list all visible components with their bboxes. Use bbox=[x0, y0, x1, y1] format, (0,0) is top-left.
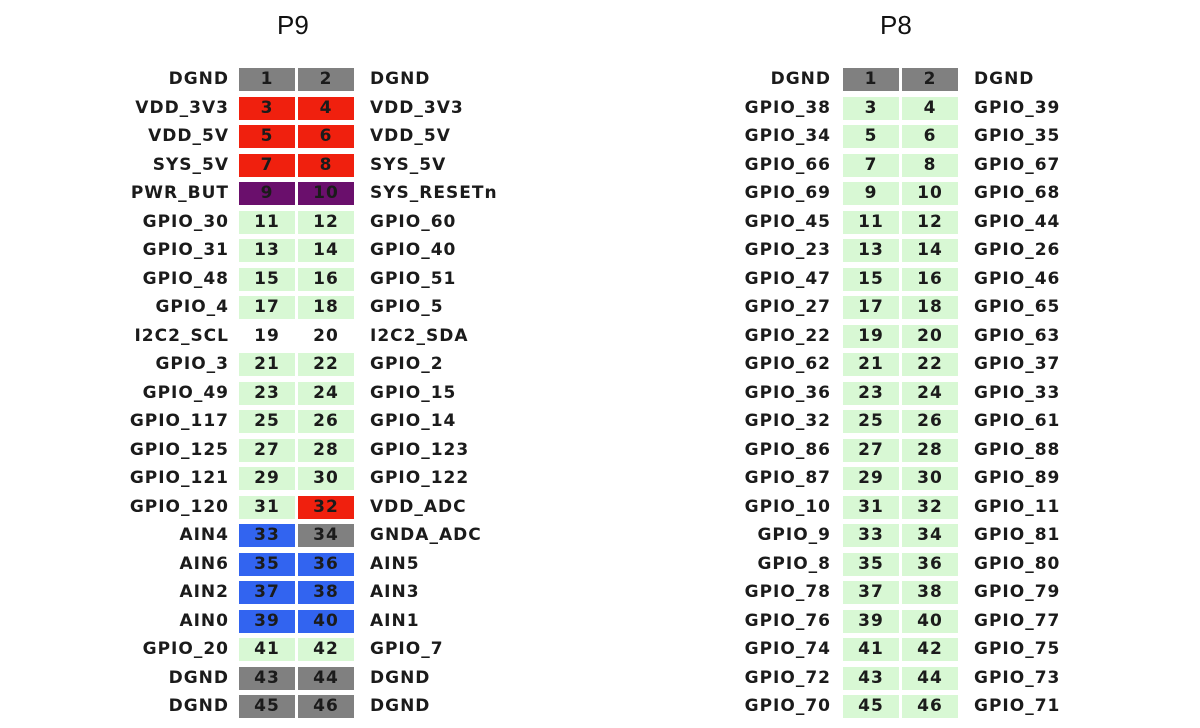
pin-signal-right: DGND bbox=[974, 69, 1035, 89]
pin-number-odd: 5 bbox=[239, 125, 295, 148]
pin-number-odd: 5 bbox=[843, 125, 899, 148]
pin-signal-left: DGND bbox=[168, 69, 229, 89]
pin-number-even: 28 bbox=[298, 439, 354, 462]
pin-number-odd: 1 bbox=[239, 68, 295, 91]
pin-signal-right: GPIO_46 bbox=[974, 268, 1061, 289]
pin-number-odd: 27 bbox=[239, 439, 295, 462]
pin-signal-right: GPIO_63 bbox=[974, 325, 1061, 346]
pin-signal-left: GPIO_78 bbox=[744, 582, 831, 602]
pin-signal-right: AIN1 bbox=[370, 610, 420, 631]
pin-number-even: 34 bbox=[298, 524, 354, 547]
pin-signal-left: GPIO_121 bbox=[129, 468, 229, 488]
pin-signal-right: GPIO_44 bbox=[974, 211, 1061, 232]
pin-number-odd: 37 bbox=[843, 581, 899, 604]
pin-number-odd: 9 bbox=[843, 182, 899, 205]
pin-signal-right: AIN3 bbox=[370, 582, 420, 602]
pin-signal-left: GPIO_62 bbox=[744, 354, 831, 374]
pin-number-odd: 19 bbox=[254, 325, 280, 346]
pin-number-even: 22 bbox=[298, 353, 354, 376]
pin-number-even: 20 bbox=[902, 325, 958, 348]
pin-signal-left: GPIO_48 bbox=[142, 268, 229, 289]
pin-signal-left: GPIO_45 bbox=[744, 211, 831, 232]
pin-number-even: 18 bbox=[902, 296, 958, 319]
pin-signal-right: SYS_5V bbox=[370, 154, 447, 175]
pin-signal-left: GPIO_120 bbox=[129, 496, 229, 517]
pin-signal-left: GPIO_36 bbox=[744, 382, 831, 403]
pin-number-even: 34 bbox=[902, 524, 958, 547]
pin-number-even: 16 bbox=[902, 268, 958, 291]
pin-number-odd: 7 bbox=[843, 154, 899, 177]
pin-signal-right: GPIO_40 bbox=[370, 240, 457, 260]
pin-signal-left: AIN0 bbox=[179, 610, 229, 631]
pin-signal-left: GPIO_69 bbox=[744, 183, 831, 203]
pin-signal-right: VDD_ADC bbox=[370, 496, 467, 517]
pin-signal-right: GNDA_ADC bbox=[370, 525, 482, 545]
pin-number-even: 10 bbox=[298, 182, 354, 205]
pin-signal-right: GPIO_73 bbox=[974, 667, 1061, 688]
pin-number-even: 8 bbox=[298, 154, 354, 177]
pin-number-even: 22 bbox=[902, 353, 958, 376]
pin-signal-left: VDD_3V3 bbox=[135, 97, 229, 118]
pin-number-odd: 33 bbox=[843, 524, 899, 547]
pin-number-odd: 13 bbox=[843, 239, 899, 262]
pin-number-even: 30 bbox=[298, 467, 354, 490]
pin-number-even: 2 bbox=[298, 68, 354, 91]
pin-signal-right: GPIO_75 bbox=[974, 639, 1061, 659]
pin-signal-left: SYS_5V bbox=[152, 154, 229, 175]
pin-number-odd: 7 bbox=[239, 154, 295, 177]
pin-number-even: 2 bbox=[902, 68, 958, 91]
pin-signal-left: GPIO_22 bbox=[744, 325, 831, 346]
pin-signal-right: GPIO_2 bbox=[370, 354, 444, 374]
pin-signal-right: GPIO_33 bbox=[974, 382, 1061, 403]
pin-number-odd: 17 bbox=[239, 296, 295, 319]
pin-number-even: 24 bbox=[902, 382, 958, 405]
pin-number-even: 14 bbox=[902, 239, 958, 262]
pin-signal-left: GPIO_23 bbox=[744, 240, 831, 260]
pin-number-odd: 35 bbox=[843, 553, 899, 576]
pin-number-odd: 13 bbox=[239, 239, 295, 262]
header-p8-title: P8 bbox=[880, 10, 912, 40]
pin-number-odd: 15 bbox=[239, 268, 295, 291]
pin-signal-left: GPIO_38 bbox=[744, 97, 831, 118]
pin-signal-right: GPIO_15 bbox=[370, 382, 457, 403]
pin-signal-left: GPIO_9 bbox=[757, 525, 831, 545]
pin-signal-right: GPIO_14 bbox=[370, 411, 457, 431]
pin-number-even: 36 bbox=[902, 553, 958, 576]
pin-number-even: 32 bbox=[298, 496, 354, 519]
pin-number-even: 28 bbox=[902, 439, 958, 462]
pin-number-odd: 15 bbox=[843, 268, 899, 291]
pin-number-odd: 45 bbox=[239, 695, 295, 718]
pin-number-even: 12 bbox=[902, 211, 958, 234]
pin-signal-right: GPIO_77 bbox=[974, 610, 1061, 631]
pin-signal-right: GPIO_39 bbox=[974, 97, 1061, 118]
pin-number-even: 46 bbox=[902, 695, 958, 718]
pin-number-even: 38 bbox=[298, 581, 354, 604]
pin-number-odd: 21 bbox=[239, 353, 295, 376]
pin-signal-left: GPIO_8 bbox=[757, 553, 831, 574]
pin-signal-left: GPIO_31 bbox=[142, 240, 229, 260]
pin-signal-right: GPIO_60 bbox=[370, 211, 457, 232]
pin-signal-left: GPIO_32 bbox=[744, 411, 831, 431]
pin-signal-left: VDD_5V bbox=[148, 126, 229, 146]
pin-signal-right: GPIO_80 bbox=[974, 553, 1061, 574]
pin-number-even: 26 bbox=[298, 410, 354, 433]
header-p9-title: P9 bbox=[277, 10, 309, 40]
pin-number-even: 40 bbox=[298, 610, 354, 633]
pin-number-even: 44 bbox=[298, 667, 354, 690]
pin-signal-right: AIN5 bbox=[370, 553, 420, 574]
pin-number-odd: 27 bbox=[843, 439, 899, 462]
pin-signal-right: SYS_RESETn bbox=[370, 183, 498, 203]
pin-signal-right: GPIO_122 bbox=[370, 468, 470, 488]
pin-signal-right: GPIO_68 bbox=[974, 183, 1061, 203]
pin-signal-right: GPIO_81 bbox=[974, 525, 1061, 545]
pin-number-even: 4 bbox=[902, 97, 958, 120]
pin-signal-right: DGND bbox=[370, 69, 431, 89]
pin-number-even: 6 bbox=[902, 125, 958, 148]
pin-signal-left: DGND bbox=[168, 696, 229, 716]
pin-signal-left: GPIO_72 bbox=[744, 667, 831, 688]
pin-signal-left: GPIO_117 bbox=[129, 411, 229, 431]
pin-signal-right: GPIO_51 bbox=[370, 268, 457, 289]
pin-signal-left: GPIO_49 bbox=[142, 382, 229, 403]
pin-number-odd: 37 bbox=[239, 581, 295, 604]
pin-signal-right: GPIO_61 bbox=[974, 411, 1061, 431]
pin-signal-left: DGND bbox=[770, 69, 831, 89]
pin-number-even: 30 bbox=[902, 467, 958, 490]
pin-number-even: 42 bbox=[902, 638, 958, 661]
pin-signal-right: VDD_5V bbox=[370, 126, 451, 146]
pin-signal-left: GPIO_47 bbox=[744, 268, 831, 289]
pin-number-odd: 39 bbox=[239, 610, 295, 633]
pin-number-odd: 19 bbox=[843, 325, 899, 348]
pin-number-even: 42 bbox=[298, 638, 354, 661]
pin-number-odd: 43 bbox=[239, 667, 295, 690]
pin-signal-right: GPIO_79 bbox=[974, 582, 1061, 602]
pin-number-odd: 33 bbox=[239, 524, 295, 547]
pin-signal-left: GPIO_125 bbox=[129, 439, 229, 460]
pin-signal-left: GPIO_34 bbox=[744, 126, 831, 146]
pin-signal-right: DGND bbox=[370, 667, 431, 688]
pin-signal-right: GPIO_71 bbox=[974, 696, 1061, 716]
pin-number-odd: 43 bbox=[843, 667, 899, 690]
pin-signal-left: GPIO_10 bbox=[744, 496, 831, 517]
pin-number-even: 36 bbox=[298, 553, 354, 576]
pin-number-even: 6 bbox=[298, 125, 354, 148]
pin-number-even: 4 bbox=[298, 97, 354, 120]
pin-number-odd: 17 bbox=[843, 296, 899, 319]
pin-number-odd: 23 bbox=[843, 382, 899, 405]
pin-number-even: 14 bbox=[298, 239, 354, 262]
pin-signal-left: GPIO_76 bbox=[744, 610, 831, 631]
pin-number-odd: 9 bbox=[239, 182, 295, 205]
pin-signal-left: I2C2_SCL bbox=[134, 325, 229, 346]
pin-number-odd: 3 bbox=[239, 97, 295, 120]
pin-signal-left: GPIO_87 bbox=[744, 468, 831, 488]
pin-signal-left: DGND bbox=[168, 667, 229, 688]
pin-number-odd: 23 bbox=[239, 382, 295, 405]
pin-number-odd: 11 bbox=[239, 211, 295, 234]
pin-number-even: 20 bbox=[313, 325, 339, 346]
pin-signal-right: GPIO_7 bbox=[370, 639, 444, 659]
pin-signal-right: GPIO_88 bbox=[974, 439, 1061, 460]
pin-signal-left: GPIO_4 bbox=[155, 297, 229, 317]
pin-number-odd: 31 bbox=[239, 496, 295, 519]
pin-signal-right: GPIO_67 bbox=[974, 154, 1061, 175]
pin-number-odd: 45 bbox=[843, 695, 899, 718]
pin-number-odd: 41 bbox=[239, 638, 295, 661]
pin-number-even: 8 bbox=[902, 154, 958, 177]
pin-signal-right: GPIO_37 bbox=[974, 354, 1061, 374]
pin-signal-right: GPIO_65 bbox=[974, 297, 1061, 317]
pin-number-even: 44 bbox=[902, 667, 958, 690]
pin-signal-right: GPIO_123 bbox=[370, 439, 470, 460]
pin-signal-left: AIN4 bbox=[179, 525, 229, 545]
pin-signal-left: GPIO_74 bbox=[744, 639, 831, 659]
pin-number-odd: 39 bbox=[843, 610, 899, 633]
pin-signal-left: GPIO_30 bbox=[142, 211, 229, 232]
pin-signal-right: GPIO_26 bbox=[974, 240, 1061, 260]
pin-signal-left: GPIO_70 bbox=[744, 696, 831, 716]
pin-number-even: 32 bbox=[902, 496, 958, 519]
pin-number-even: 18 bbox=[298, 296, 354, 319]
pin-signal-right: GPIO_5 bbox=[370, 297, 444, 317]
pin-number-even: 40 bbox=[902, 610, 958, 633]
pin-number-odd: 29 bbox=[843, 467, 899, 490]
pin-signal-right: GPIO_11 bbox=[974, 496, 1061, 517]
pin-signal-right: GPIO_35 bbox=[974, 126, 1061, 146]
pin-number-odd: 21 bbox=[843, 353, 899, 376]
pin-signal-left: GPIO_27 bbox=[744, 297, 831, 317]
pin-number-odd: 25 bbox=[843, 410, 899, 433]
pin-signal-left: GPIO_66 bbox=[744, 154, 831, 175]
pin-signal-right: I2C2_SDA bbox=[370, 325, 469, 346]
pin-signal-right: DGND bbox=[370, 696, 431, 716]
pin-signal-left: AIN2 bbox=[179, 582, 229, 602]
pin-signal-left: PWR_BUT bbox=[130, 183, 229, 203]
pin-number-odd: 11 bbox=[843, 211, 899, 234]
pin-number-odd: 31 bbox=[843, 496, 899, 519]
pin-number-even: 24 bbox=[298, 382, 354, 405]
pin-number-even: 46 bbox=[298, 695, 354, 718]
pin-number-even: 16 bbox=[298, 268, 354, 291]
pin-number-odd: 3 bbox=[843, 97, 899, 120]
pin-number-even: 38 bbox=[902, 581, 958, 604]
pin-signal-left: GPIO_3 bbox=[155, 354, 229, 374]
pin-signal-left: AIN6 bbox=[179, 553, 229, 574]
pin-number-odd: 29 bbox=[239, 467, 295, 490]
pin-number-odd: 41 bbox=[843, 638, 899, 661]
pin-number-odd: 35 bbox=[239, 553, 295, 576]
pin-number-even: 26 bbox=[902, 410, 958, 433]
pin-signal-right: GPIO_89 bbox=[974, 468, 1061, 488]
pin-number-odd: 25 bbox=[239, 410, 295, 433]
pin-number-even: 10 bbox=[902, 182, 958, 205]
pin-signal-left: GPIO_20 bbox=[142, 639, 229, 659]
pin-number-even: 12 bbox=[298, 211, 354, 234]
pin-signal-right: VDD_3V3 bbox=[370, 97, 464, 118]
pin-signal-left: GPIO_86 bbox=[744, 439, 831, 460]
pin-number-odd: 1 bbox=[843, 68, 899, 91]
